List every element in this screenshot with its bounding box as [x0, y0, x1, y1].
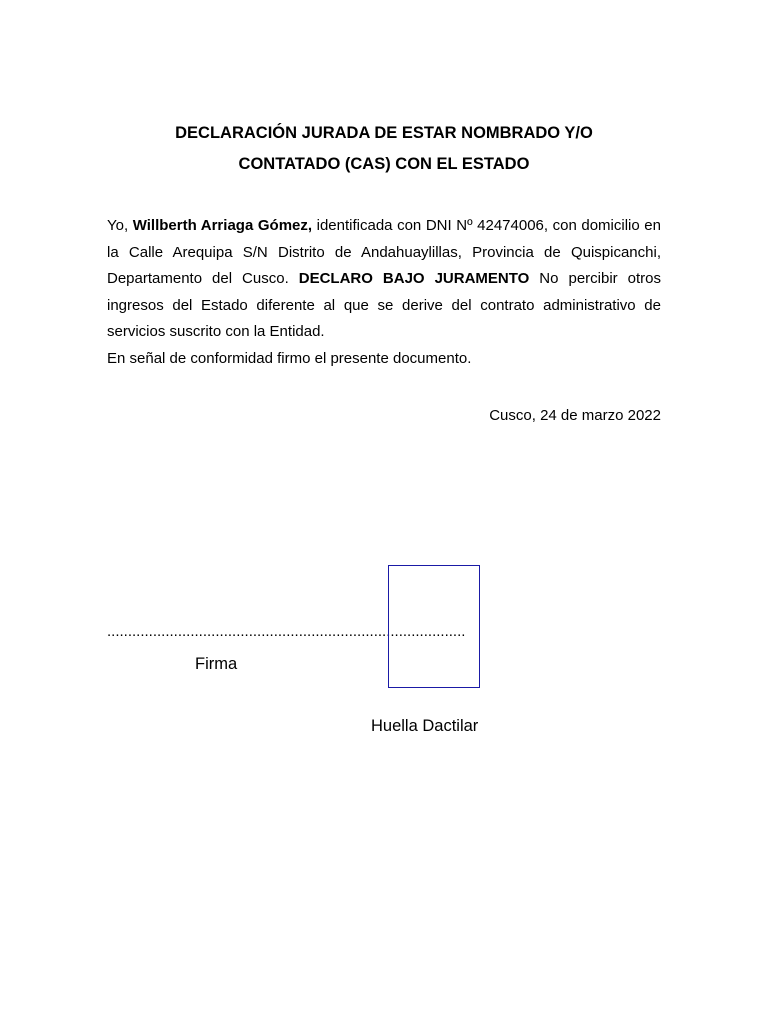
fingerprint-box: [388, 565, 480, 688]
declaration-emphasis: DECLARO BAJO JURAMENTO: [298, 270, 530, 288]
declaration-text: No percibir otros ingresos del Estado diferente al que se derive del contrato administrativo de servicios suscrito con la Entidad.: [107, 270, 661, 341]
document-title: [107, 118, 661, 180]
intro-text: identificada con DNI Nº 42474006, con domicilio en la Calle Arequipa S/N Distrito de Andahuaylillas, Provincia de Quispicanchi, Departamento del Cusco.: [107, 217, 661, 288]
fingerprint-label: Huella Dactilar: [371, 717, 479, 735]
place-date: Cusco, 24 de marzo 2022: [489, 407, 661, 424]
title-line-2: CONTATADO (CAS) CON EL ESTADO: [238, 155, 530, 173]
signature-label: Firma: [195, 655, 238, 673]
conformity-line: En señal de conformidad firmo el presente documento.: [107, 349, 472, 367]
declaration-paragraph: [107, 213, 661, 346]
intro-prefix: Yo,: [107, 217, 133, 234]
title-line-1: DECLARACIÓN JURADA DE ESTAR NOMBRADO Y/O: [175, 124, 593, 142]
signature-line: ......................................................................................: [107, 623, 466, 640]
declaration-body: [107, 213, 661, 373]
declarant-name: Willberth Arriaga Gómez,: [132, 217, 313, 234]
